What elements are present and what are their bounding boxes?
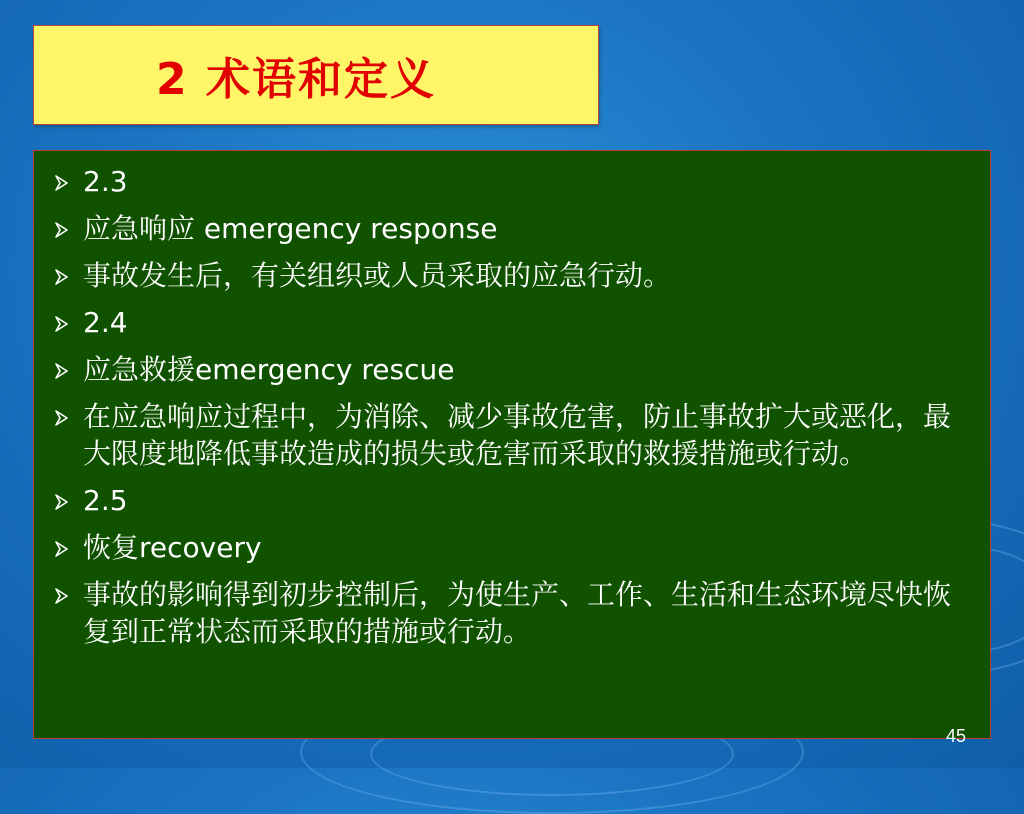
bullet-item bbox=[52, 529, 970, 566]
bullet-item bbox=[52, 482, 970, 519]
bullet-item bbox=[52, 257, 970, 294]
bullet-text: 事故发生后，有关组织或人员采取的应急行动。 bbox=[83, 259, 672, 292]
bullet-text: 事故的影响得到初步控制后，为使生产、工作、生活和生态环境尽快恢复到正常状态而采取的措施或行动。 bbox=[83, 578, 952, 648]
slide-title-box bbox=[33, 25, 599, 125]
bullet-item bbox=[52, 163, 970, 200]
bullet-text: 应急响应 emergency response bbox=[83, 212, 498, 245]
bullet-text: 2.4 bbox=[83, 306, 128, 339]
bullet-text: 应急救援emergency rescue bbox=[83, 353, 455, 386]
slide-title: 2 术语和定义 bbox=[156, 54, 436, 105]
bullet-item bbox=[52, 351, 970, 388]
bullet-item bbox=[52, 210, 970, 247]
bullet-text: 恢复recovery bbox=[83, 531, 262, 564]
bullet-text: 2.3 bbox=[83, 165, 128, 198]
bullet-list bbox=[52, 163, 970, 650]
bullet-item bbox=[52, 304, 970, 341]
bullet-text: 在应急响应过程中，为消除、减少事故危害，防止事故扩大或恶化，最大限度地降低事故造成的损失或危害而采取的救援措施或行动。 bbox=[83, 400, 952, 470]
bullet-text: 2.5 bbox=[83, 484, 128, 517]
bullet-item bbox=[52, 398, 970, 472]
slide-content-box bbox=[33, 150, 991, 739]
page-number: 45 bbox=[945, 726, 966, 746]
bullet-item bbox=[52, 576, 970, 650]
